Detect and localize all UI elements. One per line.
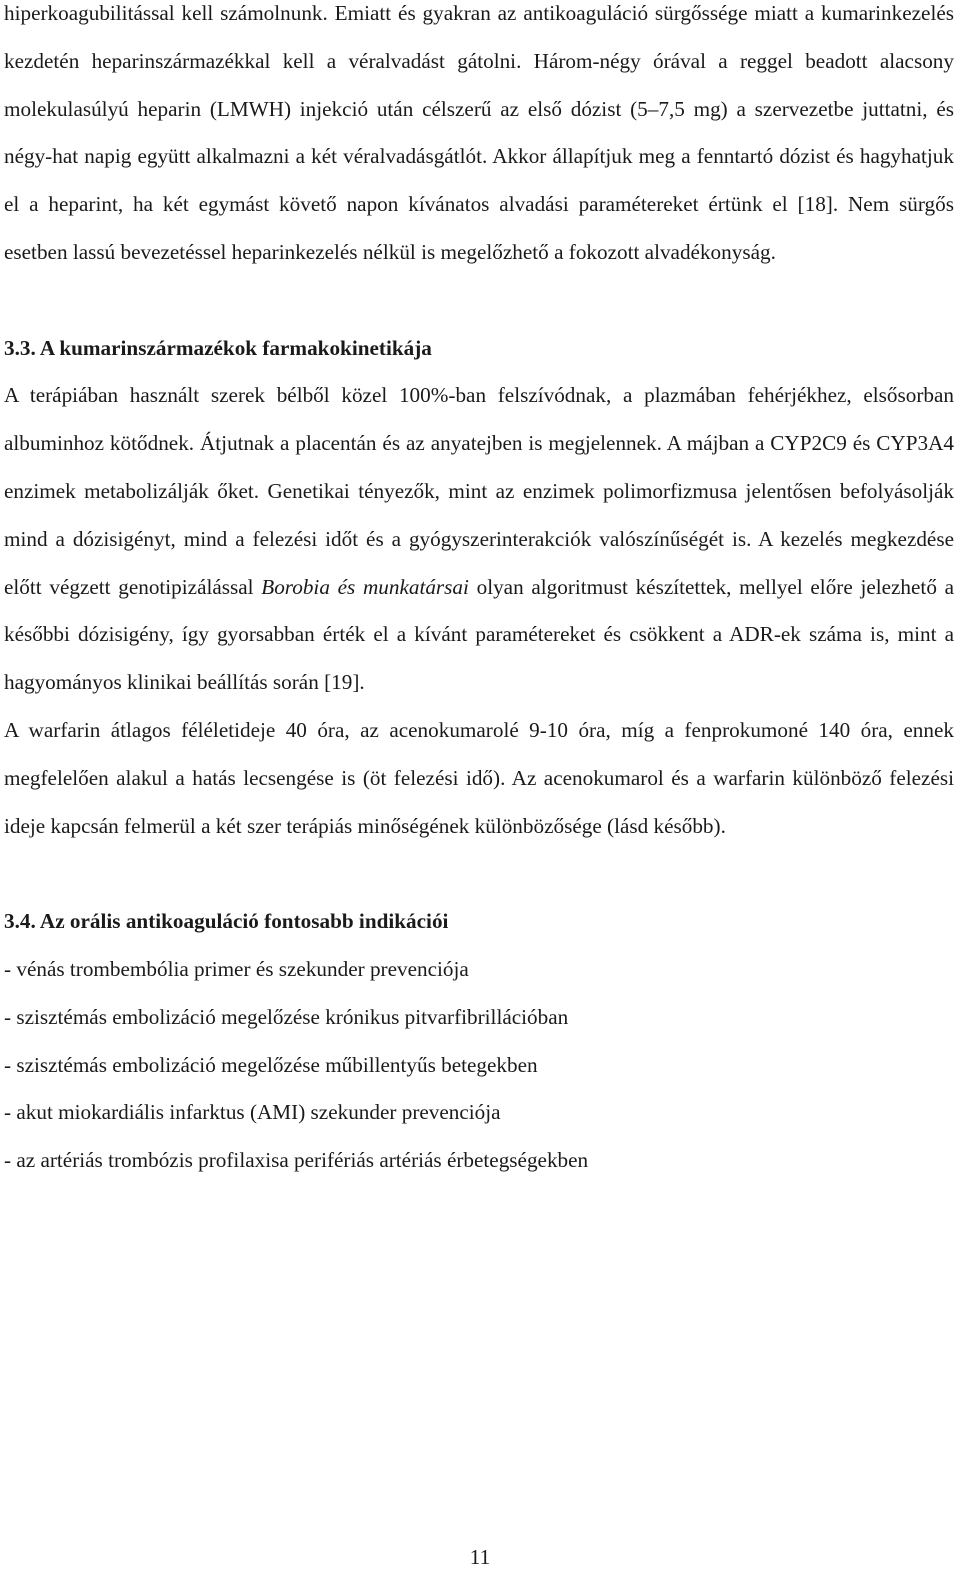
document-page: [4, 0, 954, 1185]
pharmacokinetics-text-start: A terápiában használt szerek bélből közel 100%-ban felszívódnak, a plazmában fehérjékhez, elsősorban albuminhoz kötődnek. Átjutnak a placentán és az anyatejben is megjelennek. A májban a CYP2C9 és CYP3A4 enzimek metabolizálják őket. Genetikai tényezők, mint az enzimek polimorfizmusa jelentősen befolyásolják mind a dózisigényt, mind a felezési időt és a gyógyszerinterakciók valószínűségét is. A kezelés megkezdése előtt végzett genotipizálással: [4, 383, 954, 599]
indications-list: [4, 946, 954, 1185]
list-item: - vénás trombembólia primer és szekunder prevenciója: [4, 956, 469, 981]
list-item: - akut miokardiális infarktus (AMI) szekunder prevenciója: [4, 1100, 501, 1125]
intro-paragraph: hiperkoagubilitással kell számolnunk. Emiatt és gyakran az antikoaguláció sürgőssége miatt a kumarinkezelés kezdetén heparinszármazékkal kell a véralvadást gátolni. Három-négy órával a reggel beadott alacsony molekulasúlyú heparin (LMWH) injekció után célszerű az első dózist (5–7,5 mg) a szervezetbe juttatni, és négy-hat napig együtt alkalmazni a két véralvadásgátlót. Akkor állapítjuk meg a fenntartó dózist és hagyhatjuk el a heparint, ha két egymást követő napon kívánatos alvadási paramétereket értünk el [18]. Nem sürgős esetben lassú bevezetéssel heparinkezelés nélkül is megelőzhető a fokozott alvadékonyság.: [4, 1, 954, 264]
pharmacokinetics-text-end: olyan algoritmust készítettek, mellyel előre jelezhető a későbbi dózisigény, így gyorsabban érték el a kívánt paramétereket és csökkent a ADR-ek száma is, mint a hagyományos klinikai beállítás során [19].: [4, 574, 955, 695]
spacer: [4, 850, 954, 898]
pharmacokinetics-paragraph: [4, 372, 954, 707]
list-item: - az artériás trombózis profilaxisa perifériás artériás érbetegségekben: [4, 1148, 589, 1173]
page-number: 11: [469, 1545, 491, 1569]
list-item: - szisztémás embolizáció megelőzése krónikus pitvarfibrillációban: [4, 1004, 569, 1029]
list-item: - szisztémás embolizáció megelőzése műbillentyűs betegekben: [4, 1052, 538, 1077]
spacer: [4, 277, 954, 325]
section-heading-3-3: 3.3. A kumarinszármazékok farmakokinetikája: [4, 335, 432, 360]
half-life-paragraph: A warfarin átlagos féléletideje 40 óra, az acenokumarolé 9-10 óra, míg a fenprokumoné 140 óra, ennek megfelelően alakul a hatás lecsengése is (öt felezési idő). Az acenokumarol és a warfarin különböző felezési ideje kapcsán felmerül a két szer terápiás minőségének különbözősége (lásd később).: [4, 717, 954, 838]
author-reference: Borobia és munkatársai: [261, 574, 469, 599]
section-heading-3-4: 3.4. Az orális antikoaguláció fontosabb indikációi: [4, 909, 449, 934]
